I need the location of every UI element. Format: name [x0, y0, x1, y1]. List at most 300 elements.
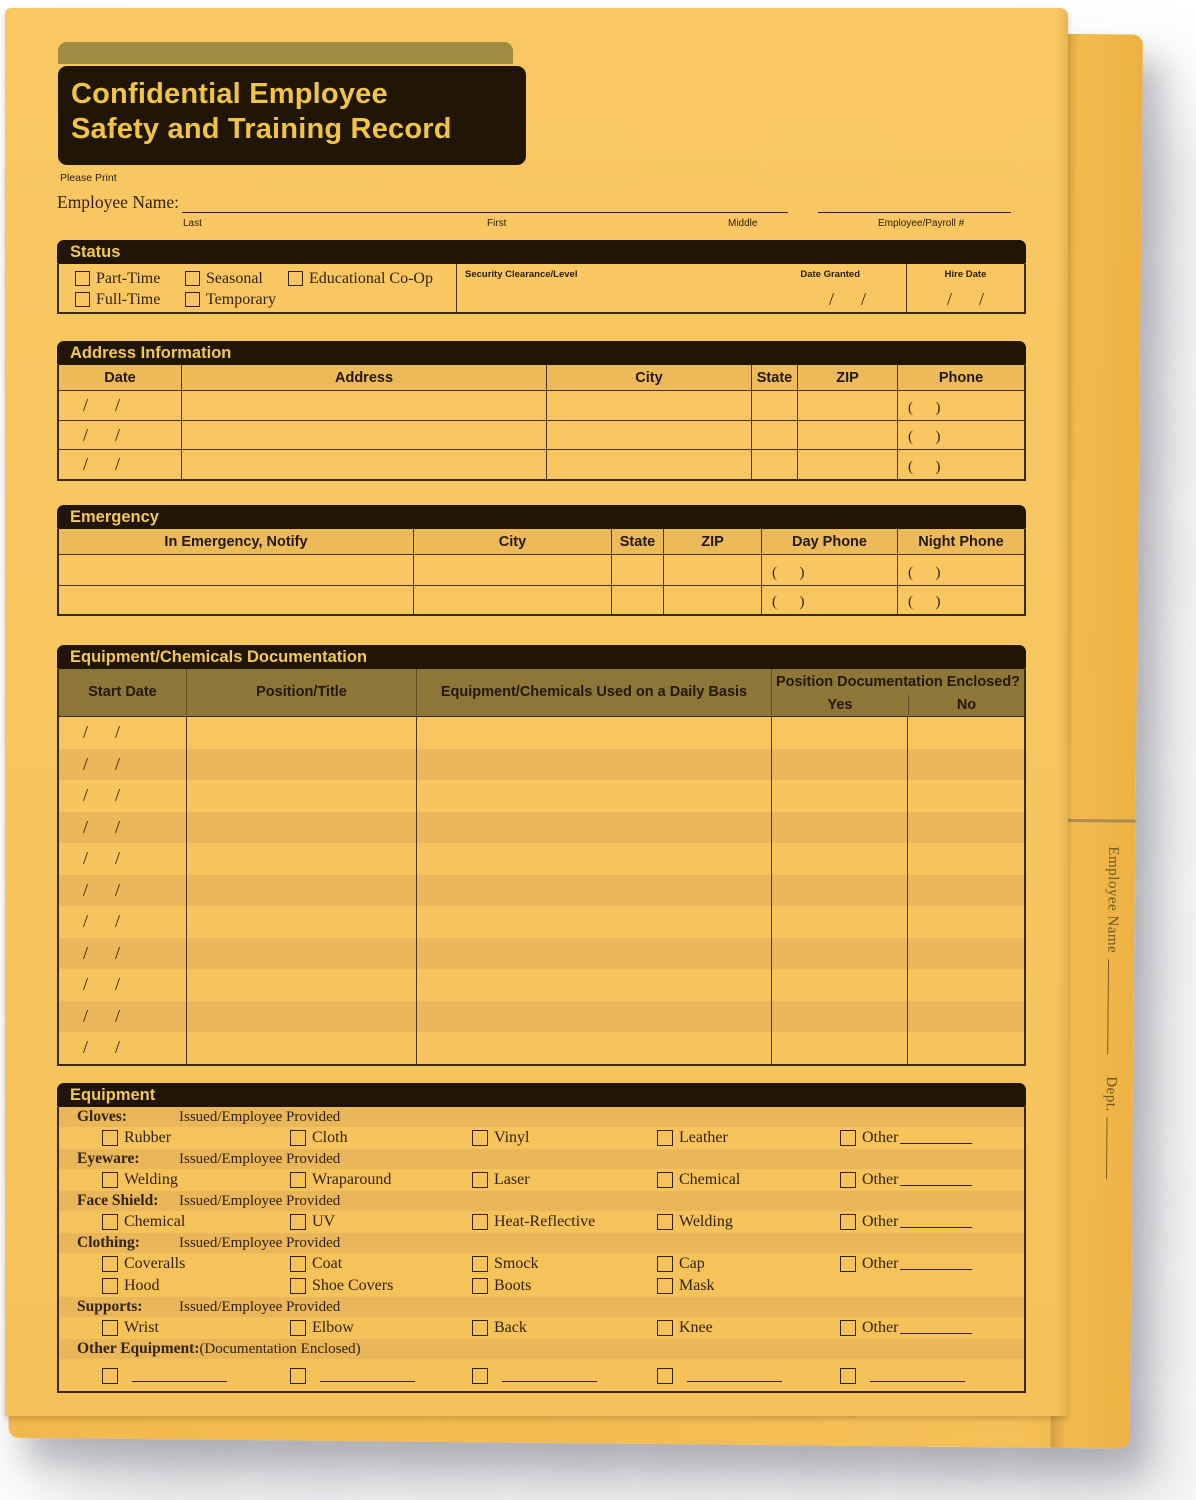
column-header-start-date: Start Date — [59, 669, 187, 715]
emergency-day-phone-cell[interactable] — [762, 585, 898, 614]
checkbox-label: Knee — [679, 1319, 713, 1336]
equipment-cell — [472, 1368, 657, 1384]
equipment-cell — [290, 1129, 472, 1147]
checkbox-cloth[interactable] — [290, 1130, 306, 1146]
checkbox-hood[interactable] — [102, 1278, 118, 1294]
checkbox-label: Full-Time — [96, 290, 161, 308]
equipment-cell — [840, 1368, 1024, 1384]
sublabel-last: Last — [183, 218, 202, 229]
yes-cell[interactable] — [772, 749, 908, 781]
no-cell[interactable] — [908, 906, 1024, 938]
no-cell[interactable] — [908, 1032, 1024, 1064]
daily-equipment-cell[interactable] — [417, 780, 772, 812]
position-title-cell[interactable] — [187, 1001, 417, 1033]
yes-cell[interactable] — [772, 875, 908, 907]
form-title-block — [58, 66, 526, 165]
checkbox-blank[interactable] — [840, 1368, 856, 1384]
equipment-checkbox-row — [59, 1359, 1024, 1393]
address-header: Address Information — [57, 341, 1026, 365]
checkbox-wrist[interactable] — [102, 1320, 118, 1336]
yes-cell[interactable] — [772, 1032, 908, 1064]
column-header-zip: ZIP — [798, 365, 898, 390]
date-slashes: / / — [83, 816, 121, 837]
no-cell[interactable] — [908, 938, 1024, 970]
equipment-cell — [102, 1171, 290, 1189]
checkbox-other[interactable] — [840, 1130, 856, 1146]
fill-in-line[interactable] — [320, 1371, 415, 1382]
checkbox-shoe-covers[interactable] — [290, 1278, 306, 1294]
checkbox-seasonal[interactable] — [185, 271, 200, 286]
yes-cell[interactable] — [772, 812, 908, 844]
column-header-date: Date — [59, 365, 182, 390]
fill-in-line[interactable] — [870, 1371, 965, 1382]
checkbox-wraparound[interactable] — [290, 1172, 306, 1188]
checkbox-blank[interactable] — [290, 1368, 306, 1384]
daily-equipment-cell[interactable] — [417, 1001, 772, 1033]
equipment-cell — [657, 1213, 840, 1231]
checkbox-coat[interactable] — [290, 1256, 306, 1272]
checkbox-item-temporary[interactable] — [185, 291, 288, 309]
column-header-phone: Phone — [938, 369, 984, 386]
security-clearance-label: Security Clearance/Level — [465, 269, 578, 280]
status-checkbox-row — [75, 268, 456, 289]
daily-equipment-cell[interactable] — [417, 749, 772, 781]
emergency-in-emergency-notify-cell[interactable] — [59, 585, 414, 614]
start-date-cell[interactable] — [59, 875, 187, 907]
equipment-cell — [472, 1255, 657, 1273]
address-city-cell[interactable] — [547, 449, 752, 479]
equipment-group-sublabel: Issued/Employee Provided — [179, 1108, 341, 1125]
equipment-cell — [657, 1255, 840, 1273]
yes-cell[interactable] — [772, 969, 908, 1001]
yes-cell[interactable] — [772, 1001, 908, 1033]
address-section — [57, 341, 1026, 481]
daily-equipment-cell[interactable] — [417, 875, 772, 907]
status-header: Status — [57, 240, 1026, 264]
checkbox-blank[interactable] — [472, 1368, 488, 1384]
checkbox-label: Wraparound — [312, 1171, 392, 1188]
checkbox-welding[interactable] — [657, 1214, 673, 1230]
start-date-cell[interactable] — [59, 1032, 187, 1064]
emergency-city-cell[interactable] — [414, 585, 612, 614]
security-clearance-cell[interactable] — [457, 264, 907, 312]
equipment-cell — [840, 1255, 1024, 1273]
equipment-cell — [102, 1319, 290, 1337]
start-date-cell[interactable] — [59, 969, 187, 1001]
checkbox-label: Welding — [124, 1171, 178, 1188]
address-address-cell[interactable] — [182, 420, 547, 449]
no-cell[interactable] — [908, 843, 1024, 875]
sublabel-first: First — [487, 218, 507, 229]
checkbox-label: Seasonal — [206, 269, 263, 287]
checkbox-back[interactable] — [472, 1320, 488, 1336]
equipment-checkbox-row — [59, 1275, 1024, 1297]
emergency-state-cell[interactable] — [612, 585, 664, 614]
fill-in-line[interactable] — [900, 1217, 972, 1228]
address-address-cell[interactable] — [182, 391, 547, 420]
start-date-cell[interactable] — [59, 780, 187, 812]
start-date-cell[interactable] — [59, 906, 187, 938]
emergency-city-cell[interactable] — [414, 555, 612, 585]
address-city-cell[interactable] — [547, 391, 752, 420]
checkbox-label: Boots — [494, 1277, 532, 1294]
position-title-cell[interactable] — [187, 780, 417, 812]
equipment-group-label: Eyeware: — [77, 1150, 140, 1167]
equipment-cell — [657, 1129, 840, 1147]
column-header-city: City — [414, 529, 612, 554]
checkbox-item-part-time[interactable] — [75, 270, 185, 288]
tab-employee-name-line[interactable] — [1107, 959, 1121, 1054]
employee-payroll-field[interactable] — [818, 212, 1011, 213]
date-slashes: / / — [83, 785, 121, 806]
equipment-group-label: Supports: — [77, 1298, 143, 1315]
position-title-cell[interactable] — [187, 969, 417, 1001]
date-slashes: / / — [83, 879, 121, 900]
checkbox-label: Shoe Covers — [312, 1277, 394, 1294]
column-header-position-title: Position/Title — [187, 669, 417, 715]
phone-parens: ( ) — [908, 594, 941, 610]
emergency-table-body — [57, 555, 1026, 616]
emergency-day-phone-cell[interactable] — [762, 555, 898, 585]
checkbox-label: Wrist — [124, 1319, 159, 1336]
daily-equipment-cell[interactable] — [417, 938, 772, 970]
yes-cell[interactable] — [772, 843, 908, 875]
equipment-chemicals-header: Equipment/Chemicals Documentation — [57, 645, 1026, 669]
address-phone-cell[interactable] — [898, 449, 1024, 479]
equipment-group-sublabel: Issued/Employee Provided — [179, 1298, 341, 1315]
emergency-header: Emergency — [57, 505, 1026, 529]
phone-parens: ( ) — [908, 429, 941, 445]
fill-in-line[interactable] — [132, 1371, 227, 1382]
checkbox-label: Part-Time — [96, 269, 161, 287]
equipment-cell — [657, 1319, 840, 1337]
equipment-cell — [840, 1171, 1024, 1189]
please-print-note: Please Print — [60, 172, 117, 184]
address-state-cell[interactable] — [752, 391, 798, 420]
equipment-group-label: Face Shield: — [77, 1192, 159, 1209]
equipment-group-sublabel: Issued/Employee Provided — [179, 1234, 341, 1251]
checkbox-mask[interactable] — [657, 1278, 673, 1294]
hire-date-cell[interactable] — [907, 264, 1024, 312]
equipment-cell — [472, 1277, 657, 1295]
equipment-chemicals-table-header — [57, 669, 1026, 717]
equipment-checkbox-row — [59, 1169, 1024, 1191]
phone-parens: ( ) — [908, 565, 941, 581]
form-title-line2: Safety and Training Record — [71, 113, 452, 145]
address-date-cell[interactable] — [59, 420, 182, 449]
checkbox-welding[interactable] — [102, 1172, 118, 1188]
checkbox-label: Smock — [494, 1255, 539, 1272]
date-slashes: / / — [83, 395, 121, 415]
emergency-night-phone-cell[interactable] — [898, 555, 1024, 585]
equipment-cell — [840, 1213, 1024, 1231]
daily-equipment-cell[interactable] — [417, 812, 772, 844]
equipment-group-label: Other Equipment: — [77, 1340, 200, 1357]
date-slashes: / / — [83, 722, 121, 743]
daily-equipment-cell[interactable] — [417, 717, 772, 749]
equipment-cell — [290, 1368, 472, 1384]
date-slashes: / / — [83, 454, 121, 474]
equipment-group-header-eyeware — [59, 1149, 1024, 1169]
position-title-cell[interactable] — [187, 938, 417, 970]
no-cell[interactable] — [908, 1001, 1024, 1033]
checkbox-label: Coat — [312, 1255, 343, 1272]
hire-date-label: Hire Date — [944, 269, 987, 280]
checkbox-label: Mask — [679, 1277, 715, 1294]
checkbox-knee[interactable] — [657, 1320, 673, 1336]
column-header-documentation-enclosed: Position Documentation Enclosed? — [775, 674, 1021, 690]
date-granted-slashes: / / — [828, 289, 866, 309]
equipment-checkbox-row — [59, 1211, 1024, 1233]
daily-equipment-cell[interactable] — [417, 906, 772, 938]
checkbox-label: Back — [494, 1319, 527, 1336]
checkbox-item-full-time[interactable] — [75, 291, 185, 309]
checkbox-label: Vinyl — [494, 1129, 530, 1146]
phone-parens: ( ) — [908, 400, 941, 416]
column-header-night-phone: Night Phone — [918, 533, 1004, 550]
column-header-daily-equipment: Equipment/Chemicals Used on a Daily Basis — [417, 669, 772, 715]
equipment-cell — [472, 1213, 657, 1231]
no-cell[interactable] — [908, 969, 1024, 1001]
checkbox-label: UV — [312, 1213, 336, 1230]
status-checkbox-area — [59, 264, 457, 312]
fill-in-line[interactable] — [502, 1371, 597, 1382]
position-title-cell[interactable] — [187, 717, 417, 749]
address-city-cell[interactable] — [547, 420, 752, 449]
date-slashes: / / — [83, 1037, 121, 1058]
folder-side-tab — [1101, 846, 1122, 1179]
no-cell[interactable] — [908, 812, 1024, 844]
address-phone-cell[interactable] — [898, 391, 1024, 420]
checkbox-label: Hood — [124, 1277, 160, 1294]
equipment-cell — [102, 1213, 290, 1231]
checkbox-other[interactable] — [840, 1320, 856, 1336]
checkbox-label: Heat-Reflective — [494, 1213, 596, 1230]
checkbox-item-seasonal[interactable] — [185, 270, 288, 288]
checkbox-full-time[interactable] — [75, 292, 90, 307]
date-slashes: / / — [83, 424, 121, 445]
column-header-city: City — [547, 365, 752, 390]
daily-equipment-cell[interactable] — [417, 843, 772, 875]
checkbox-other[interactable] — [840, 1172, 856, 1188]
checkbox-label: Educational Co-Op — [309, 269, 433, 287]
equipment-checkbox-row — [59, 1127, 1024, 1149]
fill-in-line[interactable] — [900, 1323, 972, 1334]
equipment-cell — [102, 1277, 290, 1295]
equipment-group-label: Gloves: — [77, 1108, 127, 1125]
column-header-state: State — [752, 365, 798, 390]
equipment-cell — [290, 1171, 472, 1189]
equipment-cell — [472, 1319, 657, 1337]
fill-in-line[interactable] — [900, 1259, 972, 1270]
form-title-line1: Confidential Employee — [71, 78, 388, 110]
date-slashes: / / — [83, 1005, 121, 1026]
phone-parens: ( ) — [772, 565, 805, 581]
status-section — [57, 240, 1026, 314]
equipment-group-header-other-equipment — [59, 1339, 1024, 1359]
checkbox-label: Cap — [679, 1255, 705, 1272]
checkbox-part-time[interactable] — [75, 271, 90, 286]
equipment-group-sublabel: Issued/Employee Provided — [179, 1150, 341, 1167]
equipment-cell — [657, 1368, 840, 1384]
equipment-cell — [102, 1255, 290, 1273]
equipment-chemicals-section — [57, 645, 1026, 1066]
equipment-cell — [472, 1129, 657, 1147]
checkbox-chemical[interactable] — [657, 1172, 673, 1188]
checkbox-label: Welding — [679, 1213, 733, 1230]
emergency-state-cell[interactable] — [612, 555, 664, 585]
tab-dept-line[interactable] — [1106, 1118, 1120, 1180]
start-date-cell[interactable] — [59, 843, 187, 875]
equipment-cell — [472, 1171, 657, 1189]
start-date-cell[interactable] — [59, 938, 187, 970]
checkbox-chemical[interactable] — [102, 1214, 118, 1230]
address-zip-cell[interactable] — [798, 391, 898, 420]
equipment-cell — [290, 1213, 472, 1231]
checkbox-label: Temporary — [206, 290, 276, 308]
address-date-cell[interactable] — [59, 449, 182, 479]
checkbox-educational-co-op[interactable] — [288, 271, 303, 286]
status-box — [57, 264, 1026, 314]
column-header-state: State — [612, 529, 664, 554]
date-slashes: / / — [83, 753, 121, 774]
emergency-section — [57, 505, 1026, 616]
date-granted-label: Date Granted — [800, 269, 860, 280]
equipment-group-sublabel: (Documentation Enclosed) — [199, 1340, 361, 1357]
emergency-in-emergency-notify-cell[interactable] — [59, 555, 414, 585]
checkbox-other[interactable] — [840, 1256, 856, 1272]
fill-in-line[interactable] — [687, 1371, 782, 1382]
checkbox-boots[interactable] — [472, 1278, 488, 1294]
checkbox-laser[interactable] — [472, 1172, 488, 1188]
daily-equipment-cell[interactable] — [417, 1032, 772, 1064]
checkbox-smock[interactable] — [472, 1256, 488, 1272]
equipment-checkbox-row — [59, 1253, 1024, 1275]
address-state-cell[interactable] — [752, 449, 798, 479]
equipment-checkbox-row — [59, 1317, 1024, 1339]
yes-cell[interactable] — [772, 938, 908, 970]
column-header-zip: ZIP — [664, 529, 762, 554]
address-date-cell[interactable] — [59, 391, 182, 420]
position-title-cell[interactable] — [187, 749, 417, 781]
equipment-cell — [290, 1277, 472, 1295]
checkbox-label: Other — [862, 1213, 899, 1230]
checkbox-item-educational-co-op[interactable] — [288, 270, 433, 288]
position-title-cell[interactable] — [187, 875, 417, 907]
date-slashes: / / — [83, 942, 121, 963]
no-cell[interactable] — [908, 875, 1024, 907]
checkbox-coveralls[interactable] — [102, 1256, 118, 1272]
start-date-cell[interactable] — [59, 717, 187, 749]
equipment-cell — [290, 1255, 472, 1273]
fill-in-line[interactable] — [900, 1133, 972, 1144]
checkbox-blank[interactable] — [102, 1368, 118, 1384]
emergency-zip-cell[interactable] — [664, 555, 762, 585]
checkbox-leather[interactable] — [657, 1130, 673, 1146]
checkbox-label: Other — [862, 1171, 899, 1188]
address-zip-cell[interactable] — [798, 420, 898, 449]
equipment-group-header-clothing — [59, 1233, 1024, 1253]
emergency-zip-cell[interactable] — [664, 585, 762, 614]
address-address-cell[interactable] — [182, 449, 547, 479]
checkbox-label: Other — [862, 1129, 899, 1146]
checkbox-cap[interactable] — [657, 1256, 673, 1272]
checkbox-rubber[interactable] — [102, 1130, 118, 1146]
no-cell[interactable] — [908, 749, 1024, 781]
column-header-yes: Yes — [827, 697, 853, 713]
checkbox-temporary[interactable] — [185, 292, 200, 307]
form-front-page — [5, 8, 1068, 1416]
status-checkbox-row — [75, 289, 456, 310]
equipment-cell — [102, 1368, 290, 1384]
column-header-notify: In Emergency, Notify — [59, 529, 414, 554]
sublabel-payroll: Employee/Payroll # — [878, 218, 965, 229]
checkbox-label: Elbow — [312, 1319, 354, 1336]
position-title-cell[interactable] — [187, 843, 417, 875]
fill-in-line[interactable] — [900, 1175, 972, 1186]
hire-date-slashes: / / — [946, 289, 985, 309]
employee-name-label: Employee Name: — [57, 192, 179, 212]
address-state-cell[interactable] — [752, 420, 798, 449]
position-title-cell[interactable] — [187, 1032, 417, 1064]
equipment-cell — [657, 1277, 840, 1295]
sublabel-middle: Middle — [728, 218, 758, 229]
start-date-cell[interactable] — [59, 812, 187, 844]
tab-dept-label: Dept. — [1102, 1076, 1119, 1112]
column-header-address: Address — [182, 365, 547, 390]
checkbox-label: Leather — [679, 1129, 728, 1146]
start-date-cell[interactable] — [59, 749, 187, 781]
position-title-cell[interactable] — [187, 812, 417, 844]
date-slashes: / / — [83, 848, 121, 869]
yes-cell[interactable] — [772, 780, 908, 812]
address-zip-cell[interactable] — [798, 449, 898, 479]
column-header-day-phone: Day Phone — [762, 529, 898, 554]
checkbox-elbow[interactable] — [290, 1320, 306, 1336]
equipment-cell — [657, 1171, 840, 1189]
yes-cell[interactable] — [772, 717, 908, 749]
no-cell[interactable] — [908, 780, 1024, 812]
checkbox-label: Chemical — [124, 1213, 186, 1230]
tab-employee-name-label: Employee Name — [1104, 846, 1122, 954]
equipment-section — [57, 1083, 1026, 1393]
address-phone-cell[interactable] — [898, 420, 1024, 449]
checkbox-blank[interactable] — [657, 1368, 673, 1384]
equipment-group-header-gloves — [59, 1107, 1024, 1127]
checkbox-label: Coveralls — [124, 1255, 186, 1272]
checkbox-vinyl[interactable] — [472, 1130, 488, 1146]
daily-equipment-cell[interactable] — [417, 969, 772, 1001]
emergency-night-phone-cell[interactable] — [898, 585, 1024, 614]
date-slashes: / / — [83, 911, 121, 932]
equipment-group-label: Clothing: — [77, 1234, 140, 1251]
checkbox-other[interactable] — [840, 1214, 856, 1230]
equipment-checklist-box — [57, 1107, 1026, 1393]
equipment-chemicals-table-body — [57, 717, 1026, 1066]
checkbox-uv[interactable] — [290, 1214, 306, 1230]
yes-cell[interactable] — [772, 906, 908, 938]
start-date-cell[interactable] — [59, 1001, 187, 1033]
checkbox-label: Other — [862, 1255, 899, 1272]
equipment-group-header-supports — [59, 1297, 1024, 1317]
employee-name-field[interactable] — [182, 212, 788, 213]
checkbox-heat-reflective[interactable] — [472, 1214, 488, 1230]
equipment-group-sublabel: Issued/Employee Provided — [179, 1192, 341, 1209]
position-title-cell[interactable] — [187, 906, 417, 938]
address-table-header — [57, 365, 1026, 391]
no-cell[interactable] — [908, 717, 1024, 749]
equipment-cell — [840, 1129, 1024, 1147]
